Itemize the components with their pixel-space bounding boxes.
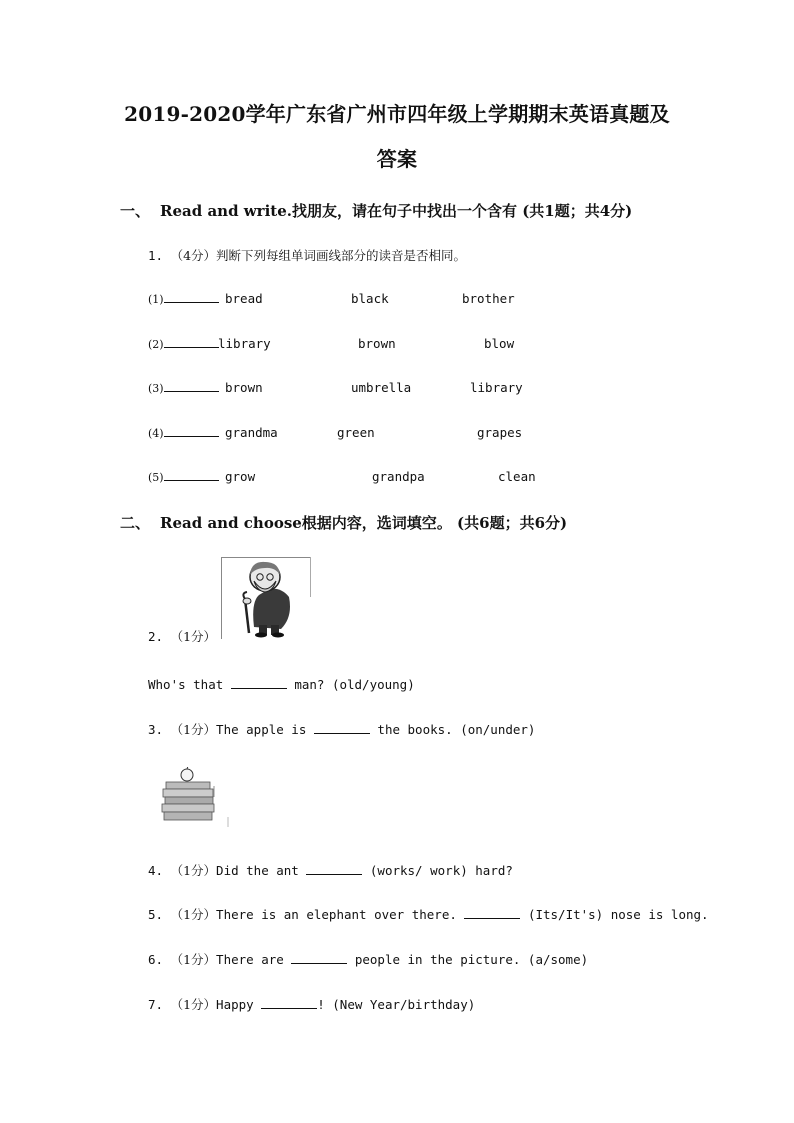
page-title-line1: 2019-2020学年广东省广州市四年级上学期期末英语真题及 bbox=[124, 102, 670, 126]
q2-sentence-end: man? (old/young) bbox=[294, 677, 415, 692]
q7-score: （1分） bbox=[170, 997, 217, 1012]
q1-row-3 bbox=[148, 379, 219, 395]
q1-row-5-blank[interactable] bbox=[164, 468, 219, 481]
q1-row-3-blank[interactable] bbox=[164, 379, 219, 392]
q2-score: （1分） bbox=[170, 629, 217, 644]
q7-sentence-start: Happy bbox=[216, 997, 254, 1012]
q1-row-1-word-3: brother bbox=[462, 291, 515, 306]
q1-row-1-word-2: black bbox=[351, 291, 389, 306]
q3-answer-blank[interactable] bbox=[314, 721, 370, 734]
question-4 bbox=[148, 861, 513, 879]
q1-number: 1. bbox=[148, 248, 164, 263]
q1-row-3-word-3: library bbox=[470, 380, 523, 395]
section2-number: 二、 bbox=[120, 514, 151, 532]
q1-row-2-blank[interactable] bbox=[164, 335, 219, 348]
q4-score: （1分） bbox=[170, 863, 217, 878]
q4-sentence-end: (works/ work) hard? bbox=[369, 863, 513, 878]
question-3 bbox=[148, 720, 535, 738]
q6-sentence-start: There are bbox=[216, 952, 284, 967]
q3-score: （1分） bbox=[170, 722, 217, 737]
q1-instruction: 判断下列每组单词画线部分的读音是否相同。 bbox=[216, 248, 467, 263]
q4-number: 4. bbox=[148, 863, 164, 878]
q5-answer-blank[interactable] bbox=[464, 906, 520, 919]
q1-row-2-word-1: library bbox=[218, 336, 271, 351]
question-5 bbox=[148, 905, 709, 923]
q2-number: 2. bbox=[148, 629, 164, 644]
q3-sentence-start: The apple is bbox=[216, 722, 307, 737]
q5-sentence-start: There is an elephant over there. bbox=[216, 907, 457, 922]
q1-row-4-word-2: green bbox=[337, 425, 375, 440]
page-title-line2: 答案 bbox=[376, 147, 418, 171]
q1-row-5-word-3: clean bbox=[498, 469, 536, 484]
q7-number: 7. bbox=[148, 997, 164, 1012]
q2-answer-blank[interactable] bbox=[231, 676, 287, 689]
section1-title: Read and write.找朋友，请在句子中找出一个含有 (共1题；共4分) bbox=[160, 202, 633, 220]
q1-row-1 bbox=[148, 290, 219, 306]
q7-sentence-end: ! (New Year/birthday) bbox=[317, 997, 476, 1012]
q5-number: 5. bbox=[148, 907, 164, 922]
q1-row-4-label: (4) bbox=[148, 427, 164, 440]
q1-row-4-blank[interactable] bbox=[164, 424, 219, 437]
question-2-sentence bbox=[148, 676, 415, 692]
q7-answer-blank[interactable] bbox=[261, 996, 317, 1009]
q1-row-2-word-2: brown bbox=[358, 336, 396, 351]
section2-title: Read and choose根据内容，选词填空。 (共6题；共6分) bbox=[160, 514, 568, 532]
books-apple-image bbox=[160, 767, 230, 829]
q1-row-2 bbox=[148, 335, 219, 351]
q4-answer-blank[interactable] bbox=[306, 862, 362, 875]
question-1 bbox=[148, 246, 466, 264]
q1-row-5-word-2: grandpa bbox=[372, 469, 425, 484]
question-7 bbox=[148, 995, 475, 1013]
q3-number: 3. bbox=[148, 722, 164, 737]
old-man-image bbox=[221, 557, 313, 639]
q1-score: （4分） bbox=[170, 248, 217, 263]
section2-heading bbox=[120, 512, 567, 533]
section1-heading bbox=[120, 200, 632, 221]
section1-number: 一、 bbox=[120, 202, 151, 220]
q1-row-5 bbox=[148, 468, 219, 484]
q5-score: （1分） bbox=[170, 907, 217, 922]
question-6 bbox=[148, 950, 588, 968]
q1-row-4 bbox=[148, 424, 219, 440]
q1-row-2-label: (2) bbox=[148, 338, 164, 351]
q1-row-3-word-1: brown bbox=[225, 380, 263, 395]
q6-score: （1分） bbox=[170, 952, 217, 967]
q1-row-3-word-2: umbrella bbox=[351, 380, 412, 395]
q5-sentence-end: (Its/It's) nose is long. bbox=[527, 907, 709, 922]
q1-row-3-label: (3) bbox=[148, 382, 164, 395]
q6-number: 6. bbox=[148, 952, 164, 967]
q1-row-4-word-3: grapes bbox=[477, 425, 523, 440]
q3-sentence-end: the books. (on/under) bbox=[377, 722, 536, 737]
q6-answer-blank[interactable] bbox=[291, 951, 347, 964]
q1-row-5-word-1: grow bbox=[225, 469, 256, 484]
q1-row-5-label: (5) bbox=[148, 471, 164, 484]
q1-row-1-word-1: bread bbox=[225, 291, 263, 306]
q2-sentence-start: Who's that bbox=[148, 677, 224, 692]
q1-row-2-word-3: blow bbox=[484, 336, 515, 351]
q1-row-1-label: (1) bbox=[148, 293, 164, 306]
q1-row-1-blank[interactable] bbox=[164, 290, 219, 303]
q4-sentence-start: Did the ant bbox=[216, 863, 299, 878]
question-2 bbox=[148, 627, 216, 645]
q6-sentence-end: people in the picture. (a/some) bbox=[354, 952, 589, 967]
q1-row-4-word-1: grandma bbox=[225, 425, 278, 440]
